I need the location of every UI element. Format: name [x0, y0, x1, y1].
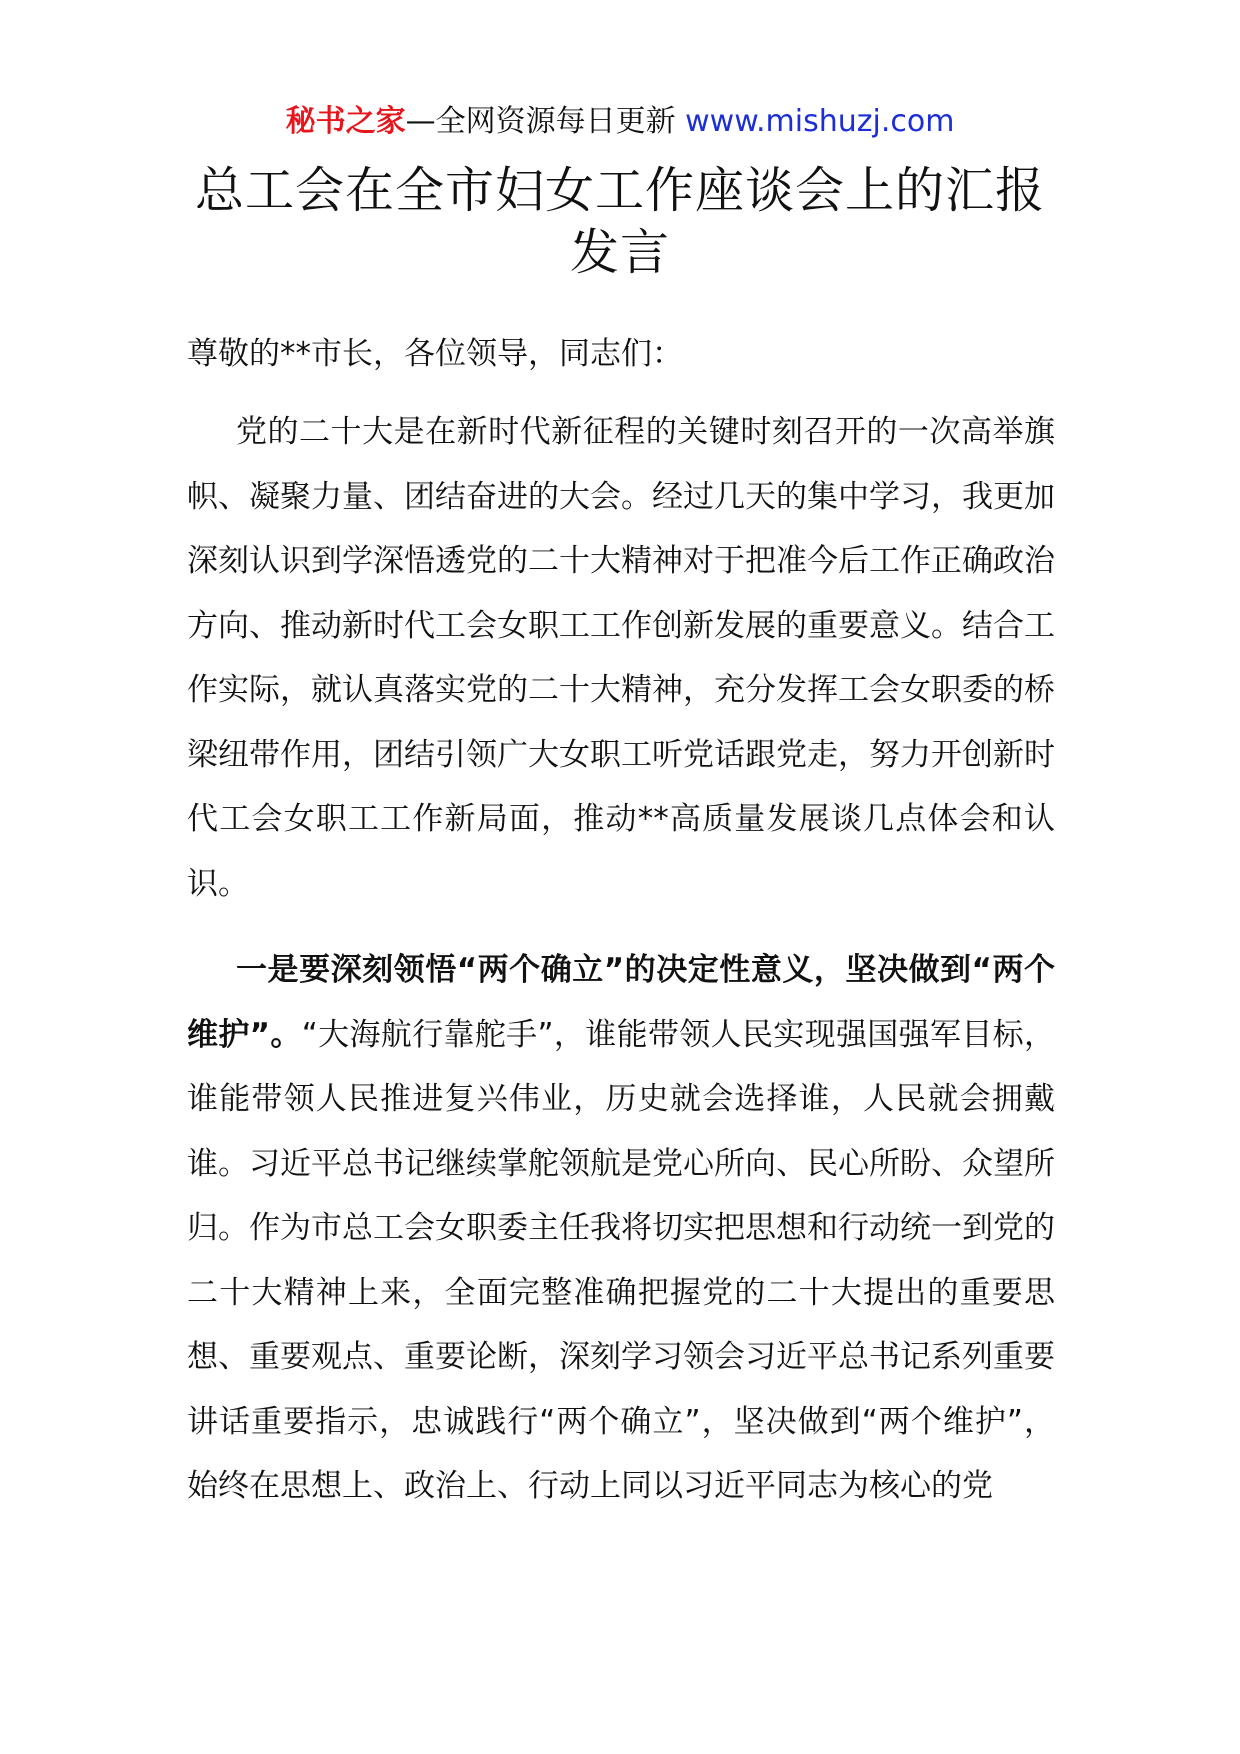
salutation: 尊敬的**市长，各位领导，同志们： [187, 336, 683, 372]
brand-name: 秘书之家 [285, 104, 406, 139]
paragraph-intro: 党的二十大是在新时代新征程的关键时刻召开的一次高举旗帜、凝聚力量、团结奋进的大会。经过几天的集中学习，我更加深刻认识到学深悟透党的二十大精神对于把准今后工作正确政治方向、推动新时代工会女职工工作创新发展的重要意义。结合工作实际，就认真落实党的二十大精神，充分发挥工会女职委的桥梁纽带作用，团结引领广大女职工听党话跟党走，努力开创新时代工会女职工工作新局面，推动**高质量发展谈几点体会和认识。 [187, 414, 1055, 902]
paragraph-point-one-body: “大海航行靠舵手”，谁能带领人民实现强国强军目标，谁能带领人民推进复兴伟业，历史就会选择谁，人民就会拥戴谁。习近平总书记继续掌舵领航是党心所向、民心所盼、众望所归。作为市总工会女职委主任我将切实把思想和行动统一到党的二十大精神上来，全面完整准确把握党的二十大提出的重要思想、重要观点、重要论断，深刻学习领会习近平总书记系列重要讲话重要指示，忠诚践行“两个确立”，坚决做到“两个维护”，始终在思想上、政治上、行动上同以习近平同志为核心的党 [187, 1016, 1055, 1504]
site-url-link[interactable]: www.mishuzj.com [685, 104, 955, 139]
document-title: 总工会在全市妇女工作座谈会上的汇报发言 [194, 162, 1045, 281]
paragraph-lead-heading: 一是要深刻领悟“两个确立”的决定性意义，坚决做到“两个维护”。 [187, 952, 1055, 1053]
document-body [187, 322, 1055, 1541]
paragraph-point-one [187, 938, 1055, 1519]
site-header [0, 100, 1240, 144]
header-slogan: —全网资源每日更新 [405, 104, 686, 139]
